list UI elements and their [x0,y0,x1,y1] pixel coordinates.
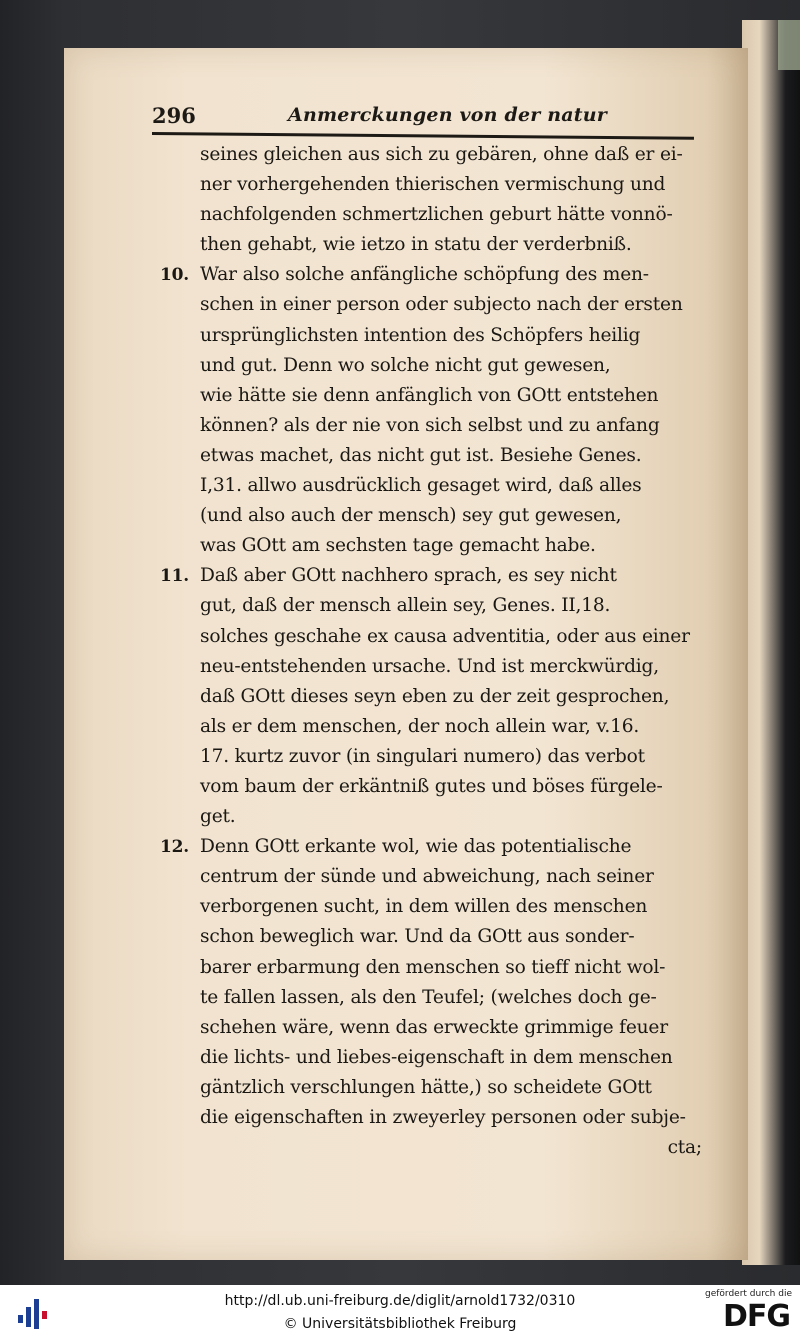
text-line [160,411,708,441]
text-line [160,561,708,591]
text-line [160,170,708,200]
text-line [160,321,708,351]
line-text: gut, daß der mensch allein sey, Genes. II,18. [200,595,611,617]
text-line [160,1013,708,1043]
line-text: etwas machet, das nicht gut ist. Besiehe Genes. [200,444,642,466]
text-line [160,802,708,832]
paragraph-number: 11. [160,566,189,587]
text-line [160,381,708,411]
line-text: schen in einer person oder subjecto nach der ersten [200,294,683,316]
page-number: 296 [152,103,196,128]
text-line [160,531,708,561]
text-line [160,260,708,290]
line-text: then gehabt, wie ietzo in statu der verderbniß. [200,234,632,256]
text-line [160,351,708,381]
text-line [160,652,708,682]
text-line [160,200,708,230]
line-text: können? als der nie von sich selbst und zu anfang [200,414,660,436]
line-text: get. [200,806,236,828]
line-text: die eigenschaften in zweyerley personen oder subje- [200,1107,686,1128]
line-text: vom baum der erkäntniß gutes und böses fürgele- [200,775,663,797]
line-text: ner vorhergehenden thierischen vermischung und [200,174,666,196]
text-line [160,1103,708,1133]
text-line [160,1073,708,1103]
line-text: te fallen lassen, als den Teufel; (welches doch ge- [200,986,657,1008]
line-text: Denn GOtt erkante wol, wie das potentialische [200,836,632,858]
line-text: die lichts- und liebes-eigenschaft in dem menschen [200,1046,673,1068]
text-line [160,290,708,320]
line-text: schon beweglich war. Und da GOtt aus sonder- [200,926,635,948]
text-line [160,983,708,1013]
line-text: schehen wäre, wenn das erweckte grimmige feuer [200,1016,668,1038]
text-line [160,832,708,862]
funding-note: gefördert durch die [705,1289,792,1299]
page-header [152,103,697,135]
permalink[interactable]: http://dl.ub.uni-freiburg.de/diglit/arnold1732/0310 [224,1293,576,1309]
text-line [160,1043,708,1073]
line-text: Daß aber GOtt nachhero sprach, es sey nicht [200,565,617,587]
paragraph-number: 10. [160,265,189,286]
text-line [160,682,708,712]
line-text: I,31. allwo ausdrücklich gesaget wird, daß alles [200,475,642,497]
text-line [160,140,708,170]
line-text: neu-entstehenden ursache. Und ist merckwürdig, [200,655,659,677]
line-text: wie hätte sie denn anfänglich von GOtt entstehen [200,384,659,406]
line-text: solches geschahe ex causa adventitia, oder aus einer [200,625,690,647]
color-tab [778,20,800,70]
line-text: als er dem menschen, der noch allein war, v.16. [200,715,640,737]
line-text: ursprünglichsten intention des Schöpfers heilig [200,324,641,346]
copyright: © Universitätsbibliothek Freiburg [283,1316,517,1332]
line-text: centrum der sünde und abweichung, nach seiner [200,866,654,888]
text-line [160,772,708,802]
running-head: Anmerckungen von der natur [288,104,607,126]
text-line [160,742,708,772]
line-text: nachfolgenden schmertzlichen geburt hätte vonnö- [200,204,673,226]
dfg-logo: DFG [722,1299,790,1334]
paragraph-number: 12. [160,837,189,858]
text-line [160,501,708,531]
line-text: barer erbarmung den menschen so tieff nicht wol- [200,956,666,978]
text-line [160,622,708,652]
text-line [160,471,708,501]
catchword-line [160,1133,708,1163]
body-text [160,140,708,1163]
text-line [160,712,708,742]
catchword: cta; [667,1137,702,1159]
text-line [160,892,708,922]
footer-bar [0,1285,800,1340]
line-text: (und also auch der mensch) sey gut gewesen, [200,505,622,527]
text-line [160,922,708,952]
text-line [160,441,708,471]
line-text: War also solche anfängliche schöpfung des men- [200,264,649,286]
line-text: verborgenen sucht, in dem willen des menschen [200,896,648,918]
text-line [160,862,708,892]
line-text: und gut. Denn wo solche nicht gut gewesen, [200,354,611,376]
line-text: seines gleichen aus sich zu gebären, ohne daß er ei- [200,144,683,165]
text-line [160,591,708,621]
line-text: daß GOtt dieses seyn eben zu der zeit gesprochen, [200,685,670,707]
book-edge [742,20,800,1265]
line-text: was GOtt am sechsten tage gemacht habe. [200,535,596,557]
line-text: gäntzlich verschlungen hätte,) so scheidete GOtt [200,1076,652,1098]
line-text: 17. kurtz zuvor (in singulari numero) das verbot [200,745,645,767]
text-line [160,230,708,260]
text-line [160,953,708,983]
